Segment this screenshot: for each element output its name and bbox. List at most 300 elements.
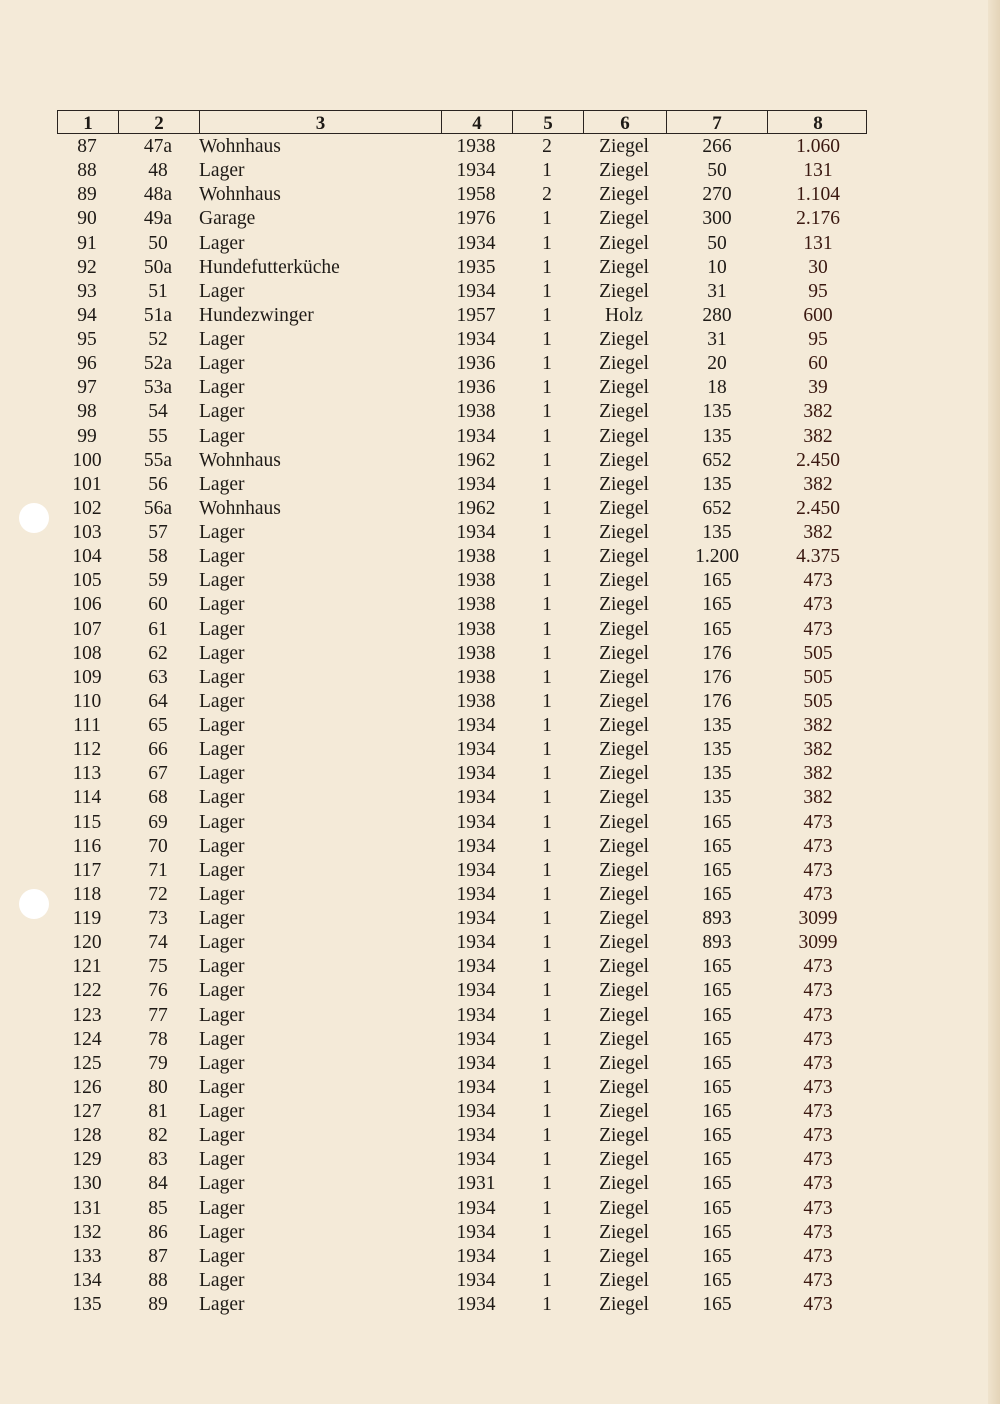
year-built-cell: 1938: [456, 136, 496, 157]
row-number-cell: 105: [72, 570, 102, 592]
material-cell: Ziegel: [599, 522, 649, 543]
volume-cell: 473: [803, 835, 833, 857]
table-row: [57, 399, 867, 423]
building-type-cell: Lager: [199, 618, 245, 640]
row-number-cell: 134: [72, 1269, 102, 1291]
material-cell: Ziegel: [599, 256, 649, 278]
area-cell: 135: [702, 715, 732, 736]
year-built-cell: 1931: [456, 1173, 496, 1195]
table-row: [57, 327, 867, 351]
building-type-cell: Lager: [199, 763, 245, 785]
row-number-cell: 124: [72, 1028, 102, 1050]
area-cell: 300: [702, 208, 732, 230]
year-built-cell: 1957: [456, 304, 496, 326]
building-type-cell: Lager: [199, 280, 245, 302]
area-cell: 135: [702, 425, 732, 447]
floors-cell: 1: [542, 1028, 552, 1050]
building-type-cell: Lager: [199, 787, 245, 809]
material-cell: Ziegel: [599, 883, 649, 905]
row-number-cell: 104: [72, 546, 102, 568]
year-built-cell: 1934: [456, 859, 496, 881]
area-cell: 135: [702, 401, 732, 423]
year-built-cell: 1934: [456, 739, 496, 761]
row-number-cell: 108: [72, 642, 102, 664]
area-cell: 165: [702, 1294, 732, 1315]
building-type-cell: Lager: [199, 932, 245, 954]
material-cell: Ziegel: [599, 136, 649, 157]
volume-cell: 473: [803, 811, 833, 833]
volume-cell: 131: [803, 160, 833, 182]
year-built-cell: 1934: [456, 908, 496, 929]
header-cell-5: 5: [513, 111, 584, 133]
year-built-cell: 1934: [456, 715, 496, 736]
area-cell: 165: [702, 1004, 732, 1026]
building-type-cell: Lager: [199, 859, 245, 881]
building-number-cell: 79: [148, 1052, 168, 1074]
floors-cell: 1: [542, 715, 552, 736]
floors-cell: 1: [542, 304, 552, 326]
table-row: [57, 1027, 867, 1051]
building-type-cell: Lager: [199, 160, 245, 182]
year-built-cell: 1934: [456, 329, 496, 350]
area-cell: 266: [702, 136, 732, 157]
area-cell: 165: [702, 1149, 732, 1171]
floors-cell: 1: [542, 690, 552, 712]
material-cell: Ziegel: [599, 497, 649, 519]
floors-cell: 1: [542, 787, 552, 809]
building-type-cell: Lager: [199, 1101, 245, 1122]
table-row: [57, 1220, 867, 1244]
volume-cell: 473: [803, 980, 833, 1002]
table-row: [57, 424, 867, 448]
table-row: [57, 134, 867, 158]
material-cell: Ziegel: [599, 1221, 649, 1243]
table-row: [57, 737, 867, 761]
building-number-cell: 82: [148, 1125, 168, 1147]
table-row: [57, 906, 867, 930]
floors-cell: 1: [542, 208, 552, 230]
header-cell-7: 7: [667, 111, 768, 133]
material-cell: Ziegel: [599, 184, 649, 206]
building-type-cell: Lager: [199, 739, 245, 761]
material-cell: Ziegel: [599, 594, 649, 616]
table-row: [57, 713, 867, 737]
row-number-cell: 109: [72, 666, 102, 688]
floors-cell: 1: [542, 1149, 552, 1171]
building-type-cell: Lager: [199, 642, 245, 664]
year-built-cell: 1934: [456, 956, 496, 978]
material-cell: Ziegel: [599, 1173, 649, 1195]
row-number-cell: 110: [72, 690, 102, 712]
table-header: [57, 110, 867, 134]
year-built-cell: 1958: [456, 184, 496, 206]
building-number-cell: 66: [148, 739, 168, 761]
table-row: [57, 1147, 867, 1171]
area-cell: 165: [702, 1101, 732, 1122]
volume-cell: 505: [803, 642, 833, 664]
floors-cell: 1: [542, 401, 552, 423]
building-type-cell: Lager: [199, 956, 245, 978]
building-number-cell: 78: [148, 1028, 168, 1050]
table-row: [57, 954, 867, 978]
year-built-cell: 1934: [456, 1004, 496, 1026]
floors-cell: 1: [542, 739, 552, 761]
volume-cell: 382: [803, 473, 833, 495]
volume-cell: 2.450: [796, 497, 840, 519]
table-row: [57, 520, 867, 544]
floors-cell: 1: [542, 594, 552, 616]
header-cell-4: 4: [442, 111, 513, 133]
building-number-cell: 84: [148, 1173, 168, 1195]
building-type-cell: Lager: [199, 1173, 245, 1195]
area-cell: 1.200: [695, 546, 739, 568]
area-cell: 165: [702, 811, 732, 833]
floors-cell: 1: [542, 280, 552, 302]
floors-cell: 1: [542, 1173, 552, 1195]
building-type-cell: Lager: [199, 473, 245, 495]
table-row: [57, 1268, 867, 1292]
volume-cell: 4.375: [796, 546, 840, 568]
area-cell: 18: [707, 377, 727, 399]
material-cell: Ziegel: [599, 377, 649, 399]
year-built-cell: 1934: [456, 160, 496, 182]
year-built-cell: 1934: [456, 1197, 496, 1219]
header-cell-1: 1: [58, 111, 119, 133]
building-number-cell: 77: [148, 1004, 168, 1026]
building-number-cell: 89: [148, 1294, 168, 1315]
row-number-cell: 90: [77, 208, 97, 230]
volume-cell: 473: [803, 1052, 833, 1074]
building-number-cell: 68: [148, 787, 168, 809]
area-cell: 135: [702, 522, 732, 543]
area-cell: 165: [702, 980, 732, 1002]
area-cell: 176: [702, 666, 732, 688]
table-row: [57, 472, 867, 496]
year-built-cell: 1934: [456, 1076, 496, 1098]
floors-cell: 2: [542, 184, 552, 206]
material-cell: Ziegel: [599, 739, 649, 761]
floors-cell: 1: [542, 1245, 552, 1267]
volume-cell: 473: [803, 1004, 833, 1026]
building-type-cell: Lager: [199, 1076, 245, 1098]
year-built-cell: 1934: [456, 473, 496, 495]
material-cell: Ziegel: [599, 956, 649, 978]
building-number-cell: 53a: [143, 377, 173, 399]
floors-cell: 1: [542, 425, 552, 447]
building-type-cell: Hundefutterküche: [199, 256, 340, 278]
floors-cell: 1: [542, 353, 552, 375]
building-type-cell: Lager: [199, 1294, 245, 1315]
area-cell: 165: [702, 1245, 732, 1267]
area-cell: 165: [702, 618, 732, 640]
floors-cell: 1: [542, 256, 552, 278]
floors-cell: 1: [542, 473, 552, 495]
floors-cell: 1: [542, 160, 552, 182]
building-type-cell: Lager: [199, 353, 245, 375]
building-type-cell: Lager: [199, 690, 245, 712]
material-cell: Ziegel: [599, 570, 649, 592]
volume-cell: 131: [803, 232, 833, 254]
building-type-cell: Lager: [199, 1197, 245, 1219]
row-number-cell: 103: [72, 522, 102, 543]
building-number-cell: 63: [148, 666, 168, 688]
floors-cell: 1: [542, 618, 552, 640]
building-number-cell: 55a: [143, 449, 173, 471]
material-cell: Ziegel: [599, 908, 649, 929]
material-cell: Ziegel: [599, 666, 649, 688]
building-number-cell: 64: [148, 690, 168, 712]
year-built-cell: 1934: [456, 1269, 496, 1291]
building-number-cell: 81: [148, 1101, 168, 1122]
volume-cell: 473: [803, 1269, 833, 1291]
building-type-cell: Lager: [199, 1004, 245, 1026]
header-cell-3: 3: [200, 111, 442, 133]
building-type-cell: Lager: [199, 835, 245, 857]
building-number-cell: 49a: [143, 208, 173, 230]
area-cell: 135: [702, 739, 732, 761]
header-cell-2: 2: [119, 111, 200, 133]
volume-cell: 30: [808, 256, 828, 278]
area-cell: 165: [702, 1052, 732, 1074]
row-number-cell: 125: [72, 1052, 102, 1074]
floors-cell: 1: [542, 1294, 552, 1315]
material-cell: Ziegel: [599, 425, 649, 447]
volume-cell: 600: [803, 304, 833, 326]
material-cell: Ziegel: [599, 401, 649, 423]
building-number-cell: 51: [148, 280, 168, 302]
table-row: [57, 978, 867, 1002]
volume-cell: 473: [803, 594, 833, 616]
volume-cell: 473: [803, 883, 833, 905]
building-number-cell: 86: [148, 1221, 168, 1243]
table-row: [57, 206, 867, 230]
building-type-cell: Lager: [199, 546, 245, 568]
floors-cell: 1: [542, 497, 552, 519]
building-type-cell: Garage: [199, 208, 256, 230]
volume-cell: 382: [803, 763, 833, 785]
building-type-cell: Lager: [199, 1028, 245, 1050]
volume-cell: 382: [803, 401, 833, 423]
floors-cell: 1: [542, 1076, 552, 1098]
building-type-cell: Lager: [199, 980, 245, 1002]
building-number-cell: 52: [148, 329, 168, 350]
year-built-cell: 1934: [456, 425, 496, 447]
building-number-cell: 56: [148, 473, 168, 495]
year-built-cell: 1934: [456, 811, 496, 833]
building-type-cell: Lager: [199, 232, 245, 254]
row-number-cell: 88: [77, 160, 97, 182]
volume-cell: 473: [803, 859, 833, 881]
table-row: [57, 785, 867, 809]
table-row: [57, 834, 867, 858]
area-cell: 165: [702, 1173, 732, 1195]
row-number-cell: 92: [77, 256, 97, 278]
row-number-cell: 131: [72, 1197, 102, 1219]
table-row: [57, 1003, 867, 1027]
year-built-cell: 1962: [456, 497, 496, 519]
volume-cell: 473: [803, 1149, 833, 1171]
building-number-cell: 48a: [143, 184, 173, 206]
volume-cell: 382: [803, 522, 833, 543]
area-cell: 165: [702, 1221, 732, 1243]
year-built-cell: 1938: [456, 666, 496, 688]
volume-cell: 39: [808, 377, 828, 399]
material-cell: Ziegel: [599, 546, 649, 568]
table-row: [57, 882, 867, 906]
year-built-cell: 1934: [456, 1294, 496, 1315]
floors-cell: 1: [542, 883, 552, 905]
year-built-cell: 1938: [456, 570, 496, 592]
volume-cell: 382: [803, 739, 833, 761]
year-built-cell: 1934: [456, 1052, 496, 1074]
table-row: [57, 1244, 867, 1268]
volume-cell: 2.176: [796, 208, 840, 230]
building-type-cell: Lager: [199, 1245, 245, 1267]
row-number-cell: 128: [72, 1125, 102, 1147]
building-number-cell: 85: [148, 1197, 168, 1219]
material-cell: Ziegel: [599, 1269, 649, 1291]
building-number-cell: 70: [148, 835, 168, 857]
material-cell: Ziegel: [599, 1125, 649, 1147]
area-cell: 31: [707, 280, 727, 302]
building-type-cell: Wohnhaus: [199, 449, 281, 471]
row-number-cell: 99: [77, 425, 97, 447]
building-table: [57, 110, 867, 1316]
building-number-cell: 57: [148, 522, 168, 543]
building-number-cell: 73: [148, 908, 168, 929]
building-type-cell: Lager: [199, 377, 245, 399]
volume-cell: 3099: [798, 932, 838, 954]
table-row: [57, 231, 867, 255]
material-cell: Ziegel: [599, 208, 649, 230]
volume-cell: 473: [803, 1125, 833, 1147]
table-row: [57, 544, 867, 568]
volume-cell: 473: [803, 1101, 833, 1122]
floors-cell: 1: [542, 956, 552, 978]
table-row: [57, 641, 867, 665]
year-built-cell: 1934: [456, 232, 496, 254]
year-built-cell: 1934: [456, 787, 496, 809]
area-cell: 176: [702, 690, 732, 712]
building-type-cell: Lager: [199, 522, 245, 543]
table-row: [57, 158, 867, 182]
year-built-cell: 1976: [456, 208, 496, 230]
header-cell-6: 6: [584, 111, 667, 133]
year-built-cell: 1934: [456, 1125, 496, 1147]
building-number-cell: 56a: [143, 497, 173, 519]
area-cell: 165: [702, 956, 732, 978]
volume-cell: 505: [803, 666, 833, 688]
area-cell: 20: [707, 353, 727, 375]
row-number-cell: 102: [72, 497, 102, 519]
year-built-cell: 1936: [456, 353, 496, 375]
volume-cell: 473: [803, 570, 833, 592]
area-cell: 50: [707, 160, 727, 182]
year-built-cell: 1934: [456, 763, 496, 785]
building-number-cell: 76: [148, 980, 168, 1002]
page-edge: [988, 0, 1000, 1404]
building-number-cell: 60: [148, 594, 168, 616]
volume-cell: 2.450: [796, 449, 840, 471]
material-cell: Ziegel: [599, 1197, 649, 1219]
row-number-cell: 94: [77, 304, 97, 326]
floors-cell: 1: [542, 642, 552, 664]
year-built-cell: 1934: [456, 522, 496, 543]
punch-hole-top: [19, 503, 49, 533]
building-number-cell: 80: [148, 1076, 168, 1098]
volume-cell: 473: [803, 1197, 833, 1219]
year-built-cell: 1938: [456, 594, 496, 616]
building-type-cell: Hundezwinger: [199, 304, 314, 326]
floors-cell: 1: [542, 763, 552, 785]
volume-cell: 3099: [798, 908, 838, 929]
table-row: [57, 930, 867, 954]
floors-cell: 1: [542, 1269, 552, 1291]
building-type-cell: Lager: [199, 594, 245, 616]
row-number-cell: 87: [77, 136, 97, 157]
area-cell: 135: [702, 473, 732, 495]
floors-cell: 1: [542, 932, 552, 954]
volume-cell: 1.104: [796, 184, 840, 206]
table-row: [57, 255, 867, 279]
table-row: [57, 351, 867, 375]
area-cell: 10: [707, 256, 727, 278]
volume-cell: 382: [803, 715, 833, 736]
table-row: [57, 665, 867, 689]
volume-cell: 473: [803, 956, 833, 978]
row-number-cell: 135: [72, 1294, 102, 1315]
building-number-cell: 71: [148, 859, 168, 881]
material-cell: Holz: [605, 304, 643, 326]
row-number-cell: 114: [72, 787, 102, 809]
year-built-cell: 1938: [456, 690, 496, 712]
year-built-cell: 1935: [456, 256, 496, 278]
area-cell: 135: [702, 763, 732, 785]
row-number-cell: 91: [77, 232, 97, 254]
building-number-cell: 61: [148, 618, 168, 640]
building-type-cell: Lager: [199, 908, 245, 929]
table-row: [57, 568, 867, 592]
material-cell: Ziegel: [599, 1245, 649, 1267]
material-cell: Ziegel: [599, 811, 649, 833]
floors-cell: 1: [542, 1221, 552, 1243]
year-built-cell: 1936: [456, 377, 496, 399]
table-row: [57, 1171, 867, 1195]
volume-cell: 473: [803, 1294, 833, 1315]
floors-cell: 1: [542, 835, 552, 857]
building-number-cell: 75: [148, 956, 168, 978]
punch-hole-bottom: [19, 889, 49, 919]
building-number-cell: 88: [148, 1269, 168, 1291]
floors-cell: 1: [542, 811, 552, 833]
material-cell: Ziegel: [599, 980, 649, 1002]
material-cell: Ziegel: [599, 1052, 649, 1074]
building-type-cell: Wohnhaus: [199, 184, 281, 206]
row-number-cell: 112: [72, 739, 102, 761]
area-cell: 893: [702, 908, 732, 929]
volume-cell: 473: [803, 1173, 833, 1195]
material-cell: Ziegel: [599, 1076, 649, 1098]
area-cell: 165: [702, 835, 732, 857]
building-type-cell: Wohnhaus: [199, 497, 281, 519]
row-number-cell: 132: [72, 1221, 102, 1243]
year-built-cell: 1934: [456, 1149, 496, 1171]
row-number-cell: 120: [72, 932, 102, 954]
area-cell: 165: [702, 594, 732, 616]
building-number-cell: 52a: [143, 353, 173, 375]
row-number-cell: 95: [77, 329, 97, 350]
header-cell-8: 8: [813, 113, 823, 134]
